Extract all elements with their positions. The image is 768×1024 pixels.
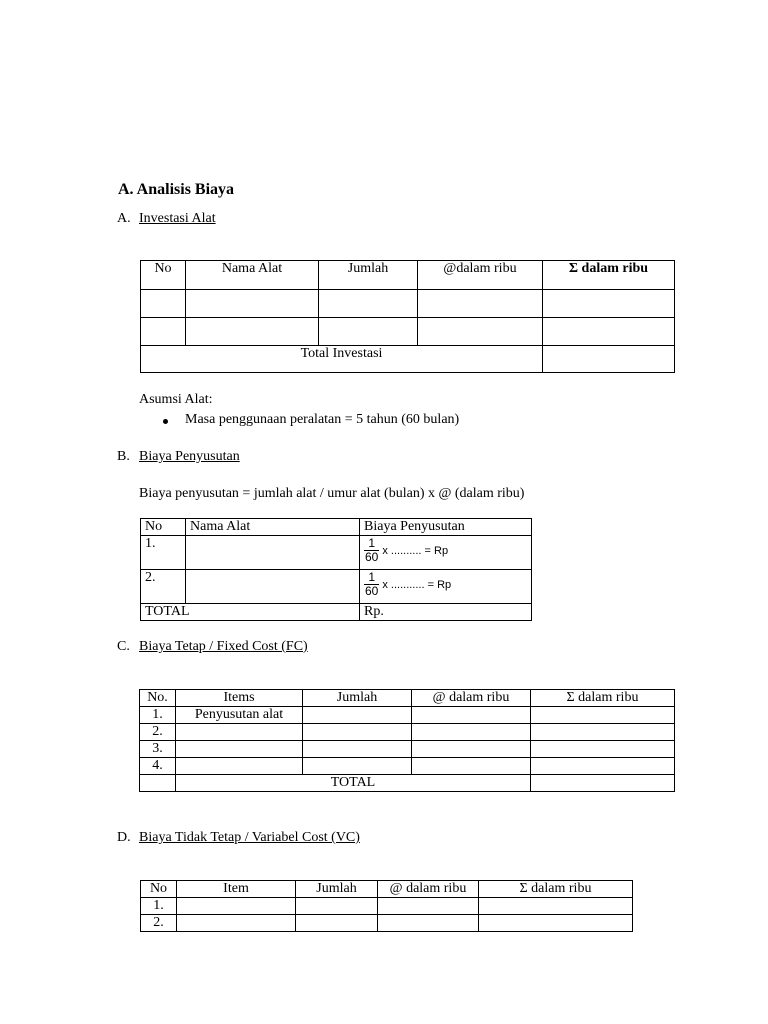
page-heading: A. Analisis Biaya bbox=[118, 181, 235, 198]
col-header-total: Σ dalam ribu bbox=[531, 690, 675, 707]
col-header-harga: @ dalam ribu bbox=[378, 881, 479, 898]
col-header-no: No. bbox=[140, 690, 176, 707]
section-b-heading bbox=[117, 449, 240, 465]
col-header-jumlah: Jumlah bbox=[319, 261, 418, 290]
col-header-jumlah: Jumlah bbox=[296, 881, 378, 898]
table-row: 1. Penyusutan alat bbox=[140, 707, 675, 724]
section-a-title: Investasi Alat bbox=[139, 211, 216, 226]
total-label: TOTAL bbox=[176, 775, 531, 792]
col-header-jumlah: Jumlah bbox=[303, 690, 412, 707]
bullet-icon bbox=[163, 419, 168, 424]
col-header-harga: @dalam ribu bbox=[418, 261, 543, 290]
asumsi-bullet-text: Masa penggunaan peralatan = 5 tahun (60 bulan) bbox=[185, 412, 460, 427]
total-investasi-label: Total Investasi bbox=[141, 346, 543, 373]
fixed-cost-table bbox=[139, 689, 675, 792]
col-header-biaya-penyusutan: Biaya Penyusutan bbox=[360, 519, 532, 536]
section-c-letter: C. bbox=[117, 639, 130, 654]
fraction: $\frac{1}{60}$ bbox=[365, 536, 379, 564]
table-row bbox=[141, 536, 532, 570]
section-a-heading bbox=[117, 211, 216, 227]
table-row: 3. bbox=[140, 741, 675, 758]
row-no: 1. bbox=[141, 536, 186, 570]
table-row: 2. bbox=[141, 915, 633, 932]
col-header-total: Σ dalam ribu bbox=[479, 881, 633, 898]
col-header-item: Item bbox=[177, 881, 296, 898]
total-investasi-value bbox=[543, 346, 675, 373]
table-row: 2. bbox=[140, 724, 675, 741]
table-row bbox=[141, 318, 675, 346]
col-header-no: No bbox=[141, 519, 186, 536]
table-row bbox=[141, 570, 532, 604]
section-d-heading bbox=[117, 830, 360, 846]
total-label: TOTAL bbox=[141, 604, 360, 621]
section-b-letter: B. bbox=[117, 449, 130, 464]
investasi-table bbox=[140, 260, 675, 373]
col-header-no: No bbox=[141, 881, 177, 898]
section-a-letter: A. bbox=[117, 211, 131, 226]
asumsi-bullet-item bbox=[163, 412, 459, 428]
col-header-harga: @ dalam ribu bbox=[412, 690, 531, 707]
col-header-nama-alat: Nama Alat bbox=[186, 261, 319, 290]
section-c-title: Biaya Tetap / Fixed Cost (FC) bbox=[139, 639, 308, 654]
table-row: 1. bbox=[141, 898, 633, 915]
section-d-title: Biaya Tidak Tetap / Variabel Cost (VC) bbox=[139, 830, 360, 845]
row-no: 2. bbox=[141, 570, 186, 604]
penyusutan-formula: Biaya penyusutan = jumlah alat / umur alat (bulan) x @ (dalam ribu) bbox=[139, 486, 525, 501]
multiplier-text: x .......... = Rp bbox=[382, 544, 449, 557]
col-header-no: No bbox=[141, 261, 186, 290]
total-value: Rp. bbox=[360, 604, 532, 621]
asumsi-label: Asumsi Alat: bbox=[139, 392, 213, 407]
total-value bbox=[531, 775, 675, 792]
penyusutan-table bbox=[140, 518, 532, 621]
section-c-heading bbox=[117, 639, 308, 655]
col-header-nama-alat: Nama Alat bbox=[186, 519, 360, 536]
table-row bbox=[141, 290, 675, 318]
fraction: $\frac{1}{60}$ bbox=[365, 570, 379, 598]
col-header-items: Items bbox=[176, 690, 303, 707]
variable-cost-table bbox=[140, 880, 633, 932]
section-b-title: Biaya Penyusutan bbox=[139, 449, 240, 464]
section-d-letter: D. bbox=[117, 830, 131, 845]
table-row: 4. bbox=[140, 758, 675, 775]
multiplier-text: x ........... = Rp bbox=[382, 578, 452, 591]
col-header-total: Σ dalam ribu bbox=[543, 261, 675, 290]
